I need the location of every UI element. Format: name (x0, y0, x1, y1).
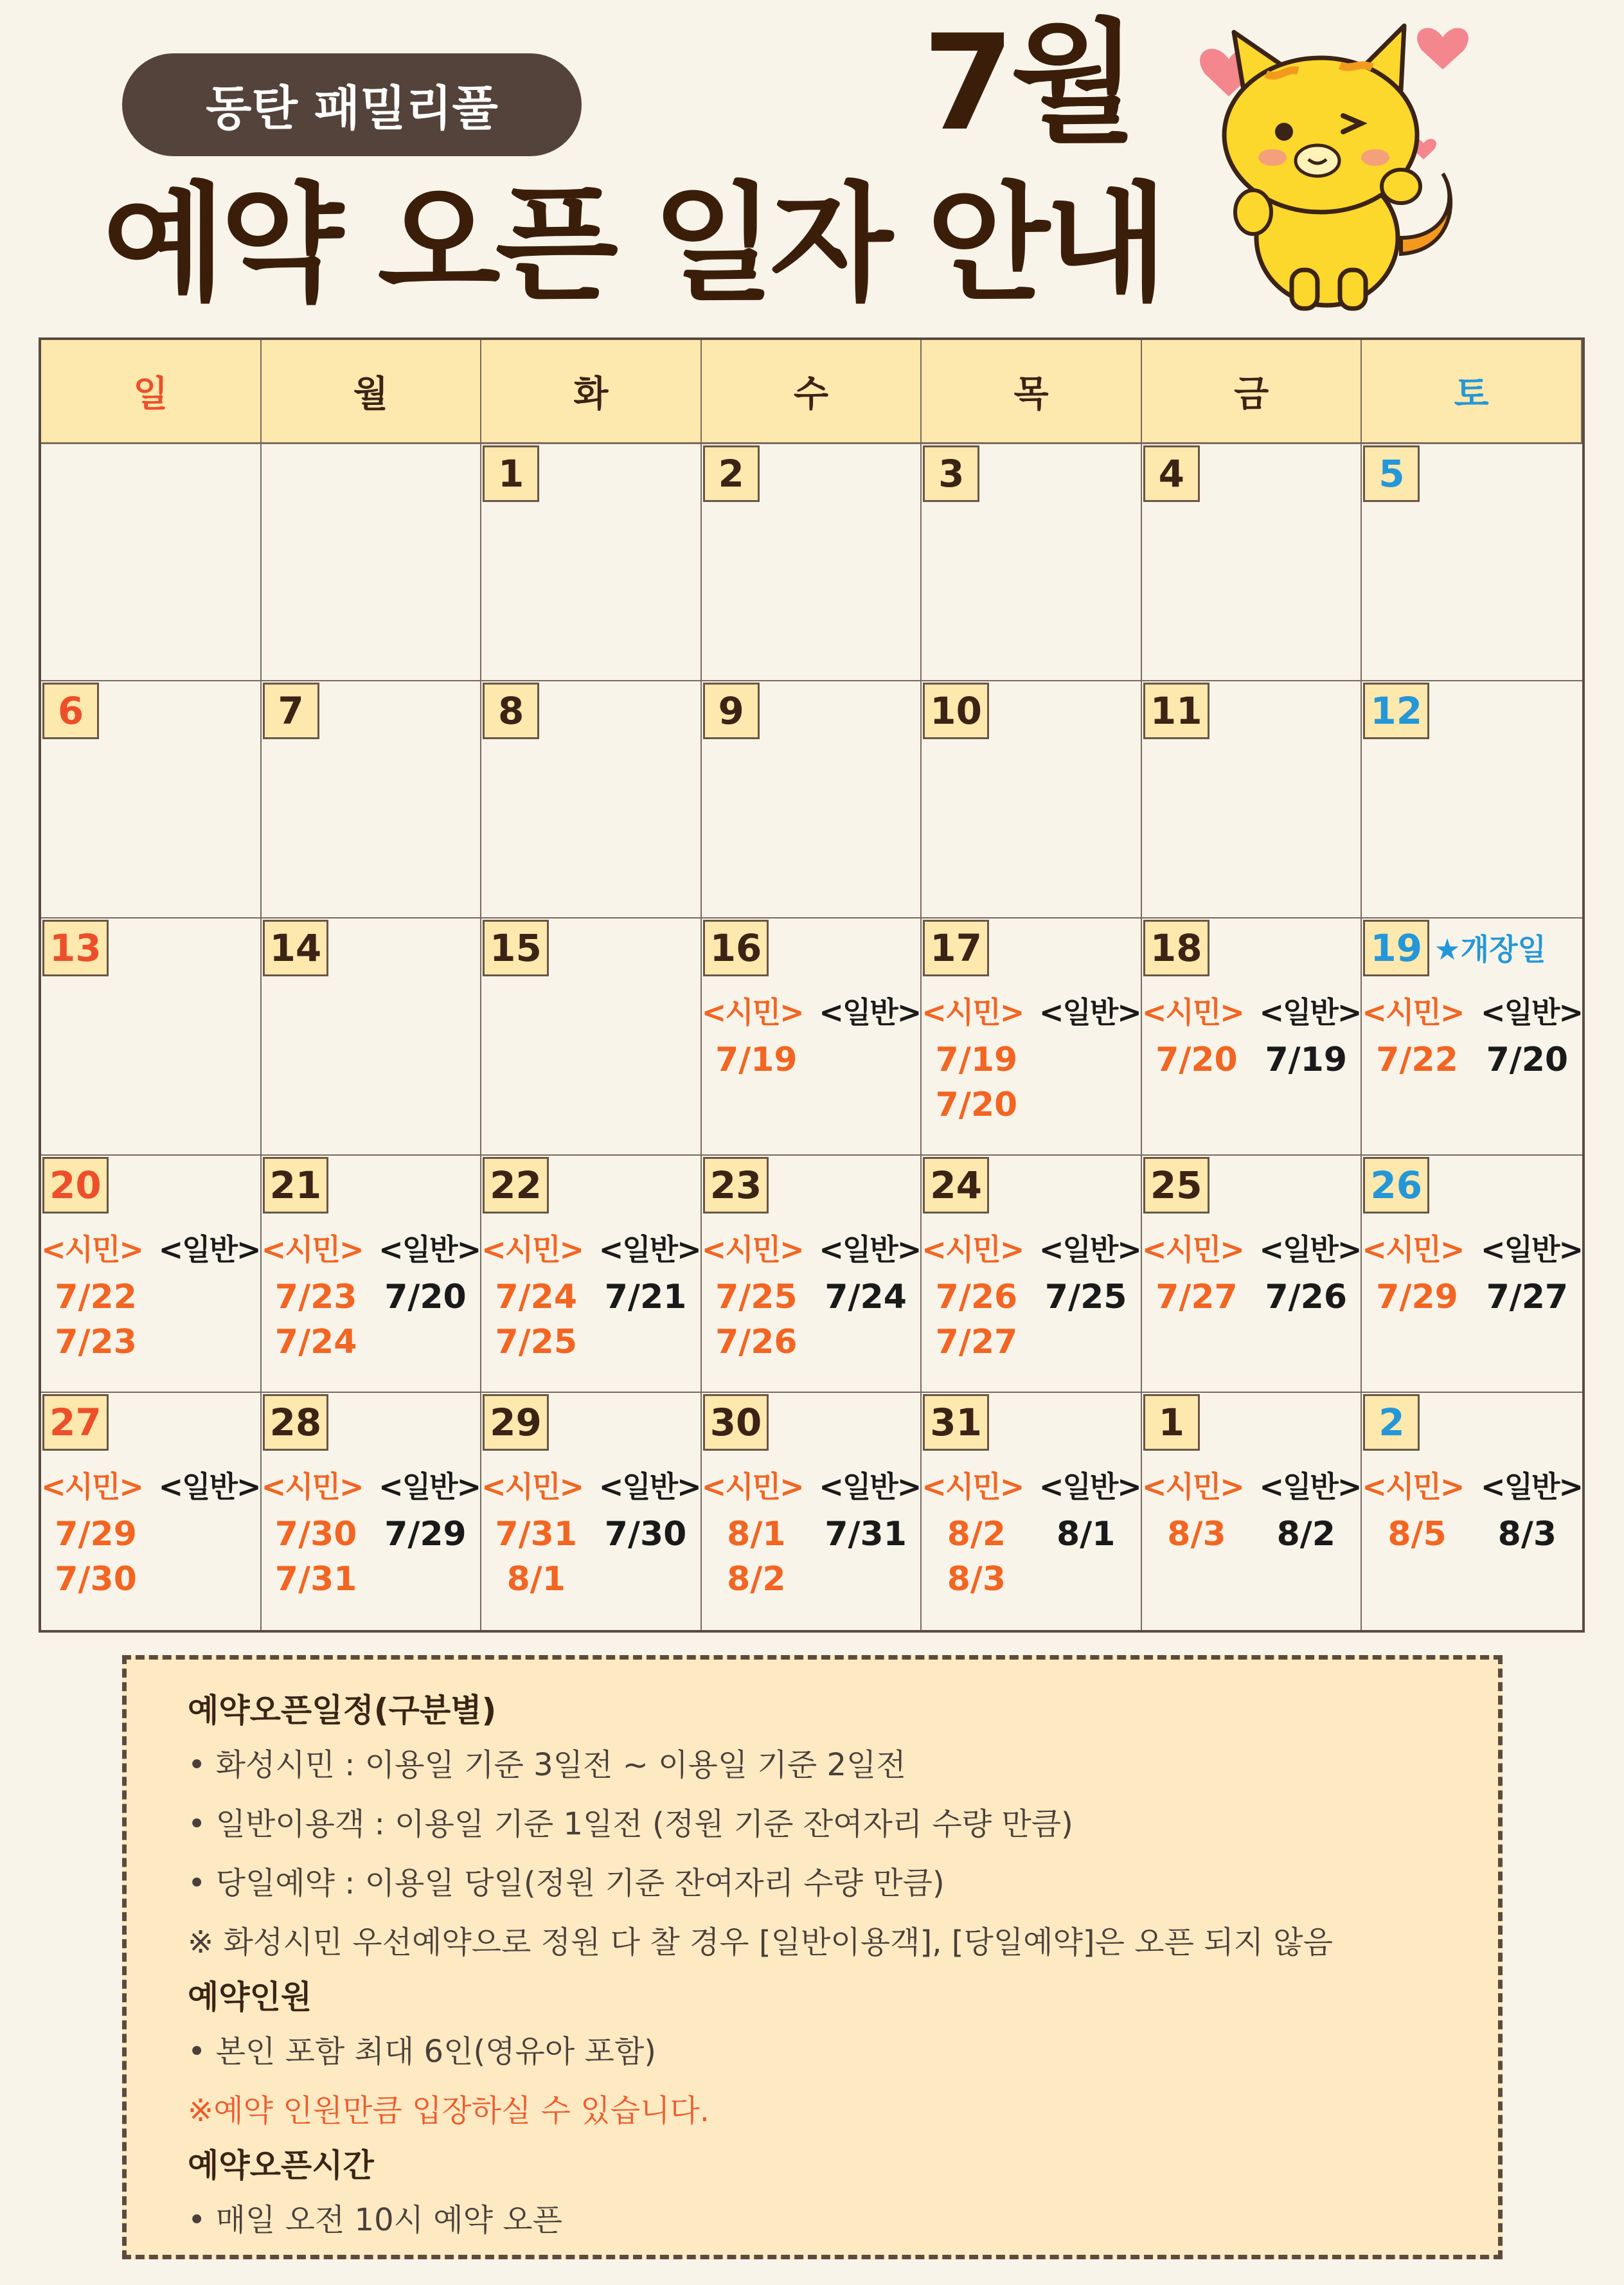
citizen-tag: <시민> (1141, 1232, 1244, 1267)
day-number: 10 (923, 683, 989, 739)
citizen-open-date: 7/30 (55, 1560, 137, 1599)
calendar-day-cell (41, 918, 262, 1156)
citizen-open-dates (1362, 1278, 1472, 1316)
calendar-day-cell (1362, 1393, 1582, 1630)
citizen-open-dates (262, 1515, 371, 1599)
general-open-date: 7/20 (384, 1278, 467, 1316)
general-open-date: 7/27 (1486, 1278, 1569, 1316)
general-tag: <일반> (819, 1469, 921, 1504)
general-open-date: 7/21 (604, 1278, 687, 1316)
general-open-dates (150, 1278, 260, 1361)
heart-icon (1417, 28, 1468, 69)
opening-day-note: ★개장일 (1434, 932, 1546, 967)
general-tag: <일반> (598, 1232, 700, 1267)
general-open-date: 7/20 (1486, 1041, 1569, 1079)
calendar-day-cell (262, 681, 482, 918)
calendar-day-cell (481, 1156, 702, 1393)
calendar-day-cell (1362, 444, 1582, 681)
citizen-open-date: 7/19 (935, 1041, 1018, 1079)
citizen-open-date: 7/26 (715, 1323, 798, 1361)
general-tag: <일반> (379, 1469, 481, 1504)
citizen-open-date: 8/3 (947, 1560, 1006, 1599)
general-open-date: 7/29 (384, 1515, 467, 1554)
citizen-tag: <시민> (1362, 995, 1464, 1030)
citizen-tag: <시민> (481, 1232, 584, 1267)
general-open-dates (591, 1515, 700, 1599)
citizen-open-date: 7/31 (274, 1560, 357, 1599)
day-number: 29 (483, 1394, 549, 1451)
weekday-header: 일 (41, 340, 262, 444)
reservation-tags (481, 1226, 700, 1269)
calendar-day-cell (481, 1393, 702, 1630)
reservation-tags (262, 1464, 481, 1506)
calendar-day-cell (1362, 918, 1582, 1156)
citizen-open-date: 7/20 (935, 1086, 1018, 1124)
day-number: 30 (703, 1394, 769, 1451)
calendar-day-cell (702, 444, 922, 681)
citizen-open-date: 7/20 (1156, 1041, 1238, 1079)
calendar-day-cell (481, 918, 702, 1156)
day-number: 25 (1143, 1157, 1209, 1214)
calendar-day-cell (262, 1393, 482, 1630)
day-number: 15 (483, 920, 549, 976)
general-open-dates (1472, 1278, 1582, 1316)
general-open-date: 7/19 (1265, 1041, 1348, 1079)
citizen-open-dates (262, 1278, 371, 1361)
day-number: 7 (263, 683, 319, 739)
general-open-dates (371, 1515, 480, 1599)
capacity-heading: 예약인원 (188, 1978, 312, 2016)
calendar-day-cell (262, 444, 482, 681)
citizen-open-date: 7/22 (55, 1278, 137, 1316)
citizen-tag: <시민> (261, 1232, 363, 1267)
citizen-tag: <시민> (701, 1469, 803, 1504)
calendar-day-cell (1142, 1156, 1362, 1393)
open-dates (1142, 1278, 1361, 1316)
reservation-tags (702, 989, 921, 1032)
reservation-tags (702, 1226, 921, 1269)
citizen-open-date: 8/2 (947, 1515, 1006, 1554)
citizen-tag: <시민> (1141, 1469, 1244, 1504)
citizen-tag: <시민> (701, 1232, 803, 1267)
citizen-open-date: 7/24 (274, 1323, 357, 1361)
general-open-dates (811, 1041, 920, 1079)
citizen-open-date: 7/23 (274, 1278, 357, 1316)
day-number: 13 (42, 920, 109, 976)
citizen-open-dates (922, 1515, 1031, 1599)
general-tag: <일반> (158, 1469, 260, 1504)
open-dates (1362, 1515, 1582, 1554)
general-open-date: 8/2 (1276, 1515, 1335, 1554)
day-number: 17 (923, 920, 989, 976)
citizen-open-date: 7/30 (274, 1515, 357, 1554)
capacity-line: • 본인 포함 최대 6인(영유아 포함) (188, 2034, 657, 2070)
general-tag: <일반> (1039, 1469, 1141, 1504)
open-dates (702, 1515, 921, 1599)
reservation-tags (41, 1226, 260, 1269)
day-number: 19 (1363, 920, 1429, 976)
citizen-open-dates (481, 1515, 591, 1599)
citizen-open-dates (702, 1278, 811, 1361)
day-number: 31 (923, 1394, 989, 1451)
pool-name-badge: 동탄 패밀리풀 (122, 53, 582, 156)
citizen-open-dates (1142, 1515, 1251, 1554)
reservation-tags (1142, 989, 1361, 1032)
day-number: 11 (1143, 683, 1209, 739)
general-tag: <일반> (379, 1232, 481, 1267)
citizen-tag: <시민> (1362, 1232, 1464, 1267)
citizen-open-date: 7/27 (1156, 1278, 1238, 1316)
general-tag: <일반> (819, 995, 921, 1030)
open-dates (1362, 1041, 1582, 1079)
calendar-day-cell (1142, 444, 1362, 681)
citizen-open-dates (1142, 1041, 1251, 1079)
general-open-date: 7/26 (1265, 1278, 1348, 1316)
calendar-day-cell (922, 444, 1142, 681)
general-open-dates (811, 1515, 920, 1599)
open-dates (1142, 1515, 1361, 1554)
general-open-dates (150, 1515, 260, 1599)
calendar-day-cell (702, 1156, 922, 1393)
citizen-open-dates (922, 1041, 1031, 1124)
july-calendar (39, 337, 1585, 1633)
day-number: 20 (42, 1157, 109, 1214)
open-dates (922, 1041, 1141, 1124)
reservation-notice-box (122, 1655, 1503, 2259)
citizen-tag: <시민> (1362, 1469, 1464, 1504)
schedule-heading: 예약오픈일정(구분별) (188, 1692, 497, 1729)
general-tag: <일반> (598, 1469, 700, 1504)
general-open-date: 7/31 (825, 1515, 907, 1554)
citizen-open-date: 7/24 (495, 1278, 578, 1316)
day-number: 16 (703, 920, 769, 976)
day-number: 27 (42, 1394, 109, 1451)
day-number: 1 (483, 445, 539, 502)
general-open-date: 7/25 (1044, 1278, 1127, 1316)
general-tag: <일반> (1481, 1232, 1582, 1267)
calendar-day-cell (481, 681, 702, 918)
citizen-tag: <시민> (261, 1469, 363, 1504)
reservation-tags (922, 1226, 1141, 1269)
day-number: 4 (1143, 445, 1200, 502)
open-dates (922, 1515, 1141, 1599)
citizen-open-date: 7/29 (55, 1515, 137, 1554)
citizen-open-dates (41, 1515, 150, 1599)
citizen-open-dates (922, 1278, 1031, 1361)
open-dates (481, 1278, 700, 1361)
general-tag: <일반> (1481, 995, 1582, 1030)
calendar-day-cell (922, 681, 1142, 918)
general-open-dates (811, 1278, 920, 1361)
citizen-tag: <시민> (41, 1232, 143, 1267)
citizen-open-date: 7/29 (1376, 1278, 1458, 1316)
day-number: 24 (923, 1157, 989, 1214)
citizen-open-date: 7/22 (1376, 1041, 1458, 1079)
calendar-day-cell (262, 1156, 482, 1393)
citizen-open-date: 7/23 (55, 1323, 137, 1361)
schedule-citizen-line: • 화성시민 : 이용일 기준 3일전 ~ 이용일 기준 2일전 (188, 1747, 906, 1783)
month-label: 7월 (922, 7, 1134, 160)
day-number: 2 (703, 445, 760, 502)
day-number: 12 (1363, 683, 1429, 739)
citizen-open-dates (1362, 1515, 1472, 1554)
general-open-date: 8/3 (1497, 1515, 1557, 1554)
weekday-header: 목 (922, 340, 1142, 444)
citizen-open-date: 7/27 (935, 1323, 1018, 1361)
day-number: 22 (483, 1157, 549, 1214)
day-number: 6 (42, 683, 99, 739)
general-open-dates (1472, 1041, 1582, 1079)
citizen-tag: <시민> (922, 995, 1024, 1030)
day-number: 26 (1363, 1157, 1429, 1214)
general-tag: <일반> (1481, 1469, 1582, 1504)
general-open-dates (1472, 1515, 1582, 1554)
open-dates (41, 1515, 260, 1599)
calendar-day-cell (1142, 681, 1362, 918)
general-open-dates (591, 1278, 700, 1361)
calendar-day-cell (1362, 1156, 1582, 1393)
citizen-tag: <시민> (922, 1469, 1024, 1504)
calendar-day-cell (41, 444, 262, 681)
schedule-general-line: • 일반이용객 : 이용일 기준 1일전 (정원 기준 잔여자리 수량 만큼) (188, 1806, 1073, 1842)
general-open-dates (1031, 1515, 1141, 1599)
capacity-note: ※예약 인원만큼 입장하실 수 있습니다. (188, 2093, 710, 2129)
citizen-open-date: 7/25 (715, 1278, 798, 1316)
general-tag: <일반> (1039, 1232, 1141, 1267)
general-tag: <일반> (158, 1232, 260, 1267)
general-open-dates (1251, 1278, 1361, 1316)
citizen-tag: <시민> (701, 995, 803, 1030)
open-time-line: • 매일 오전 10시 예약 오픈 (188, 2202, 562, 2238)
open-dates (1142, 1041, 1361, 1079)
calendar-day-cell (41, 681, 262, 918)
day-number: 9 (703, 683, 760, 739)
reservation-tags (1142, 1226, 1361, 1269)
open-dates (262, 1278, 481, 1361)
general-tag: <일반> (1259, 995, 1361, 1030)
citizen-open-date: 8/5 (1388, 1515, 1447, 1554)
citizen-open-date: 7/31 (495, 1515, 578, 1554)
general-tag: <일반> (819, 1232, 921, 1267)
citizen-open-dates (702, 1041, 811, 1079)
calendar-day-cell (1362, 681, 1582, 918)
reservation-tags (702, 1464, 921, 1506)
citizen-open-date: 8/2 (727, 1560, 786, 1599)
calendar-day-cell (1142, 1393, 1362, 1630)
calendar-day-cell (702, 1393, 922, 1630)
reservation-tags (1142, 1464, 1361, 1506)
citizen-tag: <시민> (922, 1232, 1024, 1267)
calendar-day-cell (481, 444, 702, 681)
reservation-tags (1362, 1226, 1582, 1269)
general-open-dates (371, 1278, 480, 1361)
calendar-day-cell (1142, 918, 1362, 1156)
day-number: 28 (263, 1394, 329, 1451)
day-number: 3 (923, 445, 979, 502)
open-dates (922, 1278, 1141, 1361)
page-title: 예약 오픈 일자 안내 (103, 170, 1163, 318)
citizen-tag: <시민> (481, 1469, 584, 1504)
citizen-open-date: 7/25 (495, 1323, 578, 1361)
citizen-open-dates (702, 1515, 811, 1599)
day-number: 18 (1143, 920, 1209, 976)
schedule-sameday-line: • 당일예약 : 이용일 당일(정원 기준 잔여자리 수량 만큼) (188, 1865, 945, 1901)
citizen-open-date: 8/1 (727, 1515, 786, 1554)
general-open-dates (1031, 1278, 1141, 1361)
day-number: 8 (483, 683, 539, 739)
calendar-day-cell (702, 681, 922, 918)
general-open-dates (1251, 1515, 1361, 1554)
reservation-tags (481, 1464, 700, 1506)
calendar-day-cell (922, 1156, 1142, 1393)
open-dates (262, 1515, 481, 1599)
general-tag: <일반> (1039, 995, 1141, 1030)
open-dates (702, 1041, 921, 1079)
open-dates (41, 1278, 260, 1361)
general-tag: <일반> (1259, 1232, 1361, 1267)
calendar-day-cell (41, 1156, 262, 1393)
day-number: 21 (263, 1157, 329, 1214)
day-number: 5 (1363, 445, 1420, 502)
open-dates (481, 1515, 700, 1599)
open-dates (702, 1278, 921, 1361)
day-number: 2 (1363, 1394, 1420, 1451)
schedule-note: ※ 화성시민 우선예약으로 정원 다 찰 경우 [일반이용객], [당일예약]은 오픈 되지 않음 (188, 1924, 1333, 1960)
citizen-open-date: 8/1 (506, 1560, 566, 1599)
calendar-day-cell (922, 918, 1142, 1156)
general-open-date: 7/24 (825, 1278, 907, 1316)
citizen-open-dates (1362, 1041, 1472, 1079)
weekday-header: 금 (1142, 340, 1362, 444)
general-open-date: 7/30 (604, 1515, 687, 1554)
general-open-dates (1251, 1041, 1361, 1079)
citizen-open-date: 8/3 (1167, 1515, 1226, 1554)
open-time-heading: 예약오픈시간 (188, 2147, 374, 2184)
general-open-dates (1031, 1041, 1141, 1124)
citizen-tag: <시민> (41, 1469, 143, 1504)
reservation-tags (41, 1464, 260, 1506)
reservation-tags (922, 989, 1141, 1032)
calendar-day-cell (262, 918, 482, 1156)
weekday-header: 수 (702, 340, 922, 444)
weekday-header: 월 (262, 340, 482, 444)
citizen-open-date: 7/19 (715, 1041, 798, 1079)
citizen-open-date: 7/26 (935, 1278, 1018, 1316)
citizen-open-dates (41, 1278, 150, 1361)
weekday-header: 화 (481, 340, 702, 444)
day-number: 14 (263, 920, 329, 976)
reservation-tags (1362, 989, 1582, 1032)
general-tag: <일반> (1259, 1469, 1361, 1504)
reservation-tags (1362, 1464, 1582, 1506)
day-number: 1 (1143, 1394, 1200, 1451)
reservation-tags (262, 1226, 481, 1269)
calendar-day-cell (702, 918, 922, 1156)
citizen-open-dates (481, 1278, 591, 1361)
general-open-date: 8/1 (1057, 1515, 1116, 1554)
citizen-tag: <시민> (1141, 995, 1244, 1030)
weekday-header: 토 (1362, 340, 1582, 444)
calendar-day-cell (41, 1393, 262, 1630)
citizen-open-dates (1142, 1278, 1251, 1316)
reservation-tags (922, 1464, 1141, 1506)
open-dates (1362, 1278, 1582, 1316)
day-number: 23 (703, 1157, 769, 1214)
cat-mascot-icon (1189, 6, 1510, 321)
calendar-day-cell (922, 1393, 1142, 1630)
